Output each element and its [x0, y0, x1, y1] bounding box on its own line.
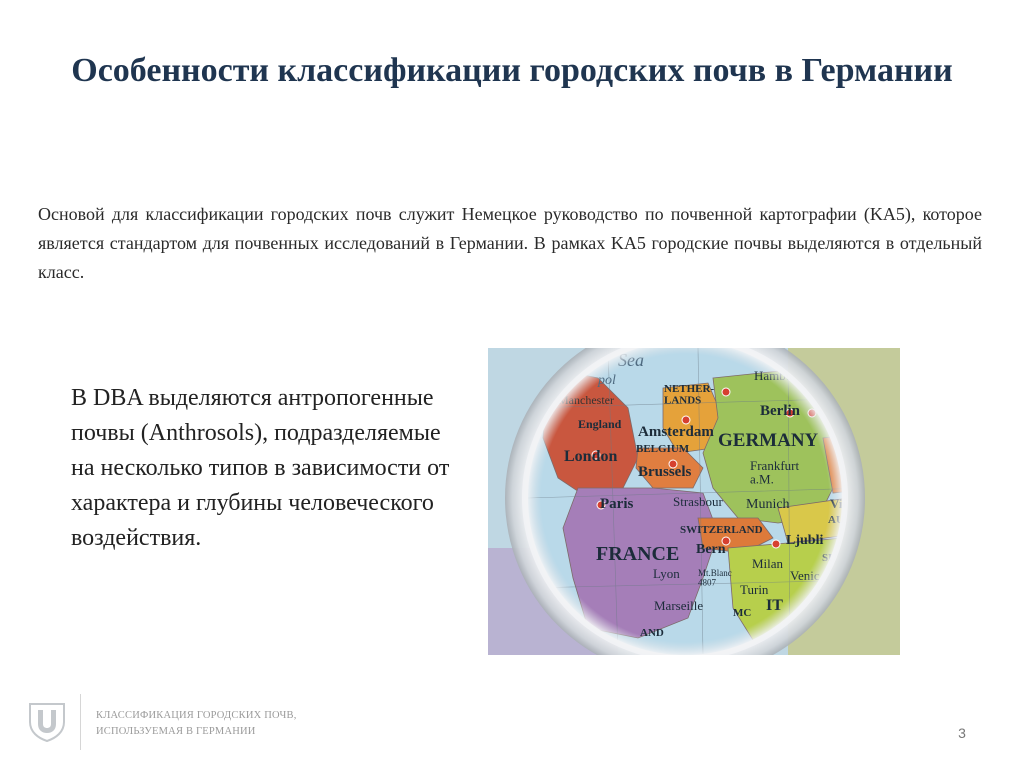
slide-title: Особенности классификации городских почв в Германии — [71, 52, 953, 89]
map-svg — [488, 348, 900, 655]
page-number: 3 — [958, 725, 966, 741]
intro-paragraph: Основой для классификации городских почв служит Немецкое руководство по почвенной картографии (KA5), которое является стандартом для почвенных исследований в Германии. В рамках KA5 городские почвы выделяются в отдельный класс. — [38, 204, 982, 282]
map-magnifier-image — [488, 348, 900, 655]
footer-divider — [80, 694, 81, 750]
magnifier-ring — [505, 348, 865, 655]
footer-line-1: КЛАССИФИКАЦИЯ ГОРОДСКИХ ПОЧВ, — [96, 710, 297, 721]
university-shield-icon — [26, 700, 68, 742]
footer-line-2: ИСПОЛЬЗУЕМАЯ В ГЕРМАНИИ — [96, 726, 256, 737]
dba-paragraph: В DBA выделяются антропогенные почвы (Anthrosols), подразделяемые на несколько типов в зависимости от характера и глубины человеческого воздействия. — [71, 385, 450, 551]
footer-caption — [96, 708, 396, 740]
